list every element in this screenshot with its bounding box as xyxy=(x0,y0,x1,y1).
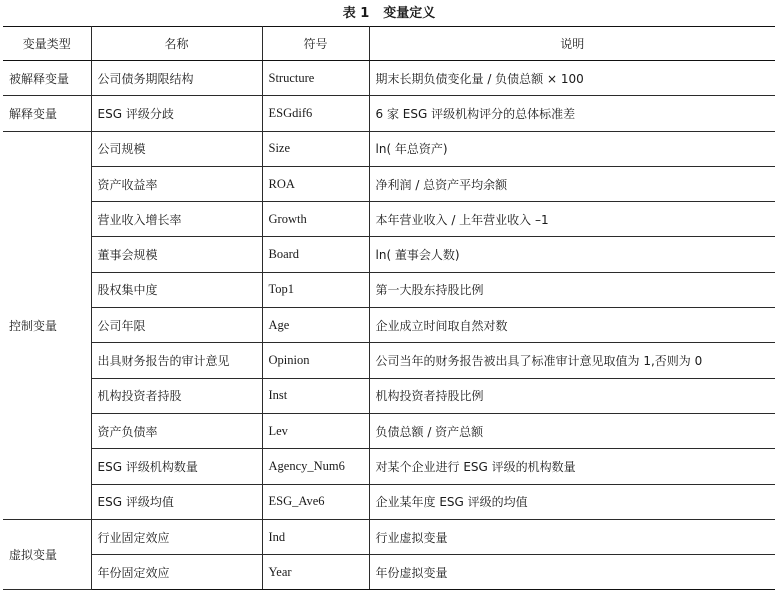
variable-description-cell: 6 家 ESG 评级机构评分的总体标准差 xyxy=(369,96,775,131)
header-description: 说明 xyxy=(369,27,775,61)
table-row xyxy=(3,519,775,554)
header-symbol: 符号 xyxy=(262,27,369,61)
table-row xyxy=(3,308,775,343)
variable-description-cell: 公司当年的财务报告被出具了标准审计意见取值为 1,否则为 0 xyxy=(369,343,775,378)
variable-type-cell: 虚拟变量 xyxy=(3,519,91,590)
table-row xyxy=(3,61,775,96)
variable-description-cell: ln( 董事会人数) xyxy=(369,237,775,272)
table-row xyxy=(3,378,775,413)
table-row xyxy=(3,166,775,201)
variable-description-cell: 净利润 / 总资产平均余额 xyxy=(369,166,775,201)
variable-symbol-cell: Inst xyxy=(262,378,369,413)
table-row xyxy=(3,237,775,272)
variable-symbol-cell: Board xyxy=(262,237,369,272)
variable-name-cell: 年份固定效应 xyxy=(91,555,262,590)
table-caption xyxy=(0,0,778,28)
variable-name-cell: 资产收益率 xyxy=(91,166,262,201)
variable-type-cell: 控制变量 xyxy=(3,131,91,519)
variable-type-cell: 被解释变量 xyxy=(3,61,91,96)
table-row xyxy=(3,343,775,378)
table-row xyxy=(3,449,775,484)
header-variable-type: 变量类型 xyxy=(3,27,91,61)
header-row xyxy=(3,27,775,61)
variable-description-cell: 对某个企业进行 ESG 评级的机构数量 xyxy=(369,449,775,484)
variable-symbol-cell: Lev xyxy=(262,413,369,448)
variable-name-cell: ESG 评级机构数量 xyxy=(91,449,262,484)
variable-symbol-cell: Top1 xyxy=(262,272,369,307)
variable-description-cell: 本年营业收入 / 上年营业收入 –1 xyxy=(369,202,775,237)
variable-name-cell: 行业固定效应 xyxy=(91,519,262,554)
table-row xyxy=(3,131,775,166)
table-title: 变量定义 xyxy=(383,6,436,21)
variable-description-cell: 年份虚拟变量 xyxy=(369,555,775,590)
variable-name-cell: ESG 评级均值 xyxy=(91,484,262,519)
variable-description-cell: 行业虚拟变量 xyxy=(369,519,775,554)
table-row xyxy=(3,272,775,307)
variable-symbol-cell: Ind xyxy=(262,519,369,554)
variable-description-cell: 期末长期负债变化量 / 负债总额 × 100 xyxy=(369,61,775,96)
variable-description-cell: 机构投资者持股比例 xyxy=(369,378,775,413)
variable-description-cell: 企业某年度 ESG 评级的均值 xyxy=(369,484,775,519)
variable-name-cell: 股权集中度 xyxy=(91,272,262,307)
variable-symbol-cell: Opinion xyxy=(262,343,369,378)
variable-description-cell: 负债总额 / 资产总额 xyxy=(369,413,775,448)
variable-name-cell: 机构投资者持股 xyxy=(91,378,262,413)
table-number: 表 1 xyxy=(342,6,370,21)
variable-name-cell: 资产负债率 xyxy=(91,413,262,448)
table-row xyxy=(3,555,775,590)
variable-name-cell: 董事会规模 xyxy=(91,237,262,272)
variable-description-cell: 企业成立时间取自然对数 xyxy=(369,308,775,343)
variable-symbol-cell: ESGdif6 xyxy=(262,96,369,131)
variable-symbol-cell: Growth xyxy=(262,202,369,237)
variable-name-cell: 公司年限 xyxy=(91,308,262,343)
table-row xyxy=(3,484,775,519)
variable-description-cell: ln( 年总资产) xyxy=(369,131,775,166)
header-name: 名称 xyxy=(91,27,262,61)
variable-name-cell: 公司债务期限结构 xyxy=(91,61,262,96)
variable-name-cell: ESG 评级分歧 xyxy=(91,96,262,131)
variable-symbol-cell: Age xyxy=(262,308,369,343)
table-row xyxy=(3,413,775,448)
table-row xyxy=(3,202,775,237)
variable-symbol-cell: Year xyxy=(262,555,369,590)
variable-name-cell: 营业收入增长率 xyxy=(91,202,262,237)
variable-symbol-cell: ESG_Ave6 xyxy=(262,484,369,519)
variable-type-cell: 解释变量 xyxy=(3,96,91,131)
variable-symbol-cell: Size xyxy=(262,131,369,166)
variable-name-cell: 出具财务报告的审计意见 xyxy=(91,343,262,378)
variable-description-cell: 第一大股东持股比例 xyxy=(369,272,775,307)
variable-name-cell: 公司规模 xyxy=(91,131,262,166)
variable-definition-table xyxy=(3,26,775,590)
variable-symbol-cell: Agency_Num6 xyxy=(262,449,369,484)
variable-symbol-cell: Structure xyxy=(262,61,369,96)
variable-symbol-cell: ROA xyxy=(262,166,369,201)
table-row xyxy=(3,96,775,131)
